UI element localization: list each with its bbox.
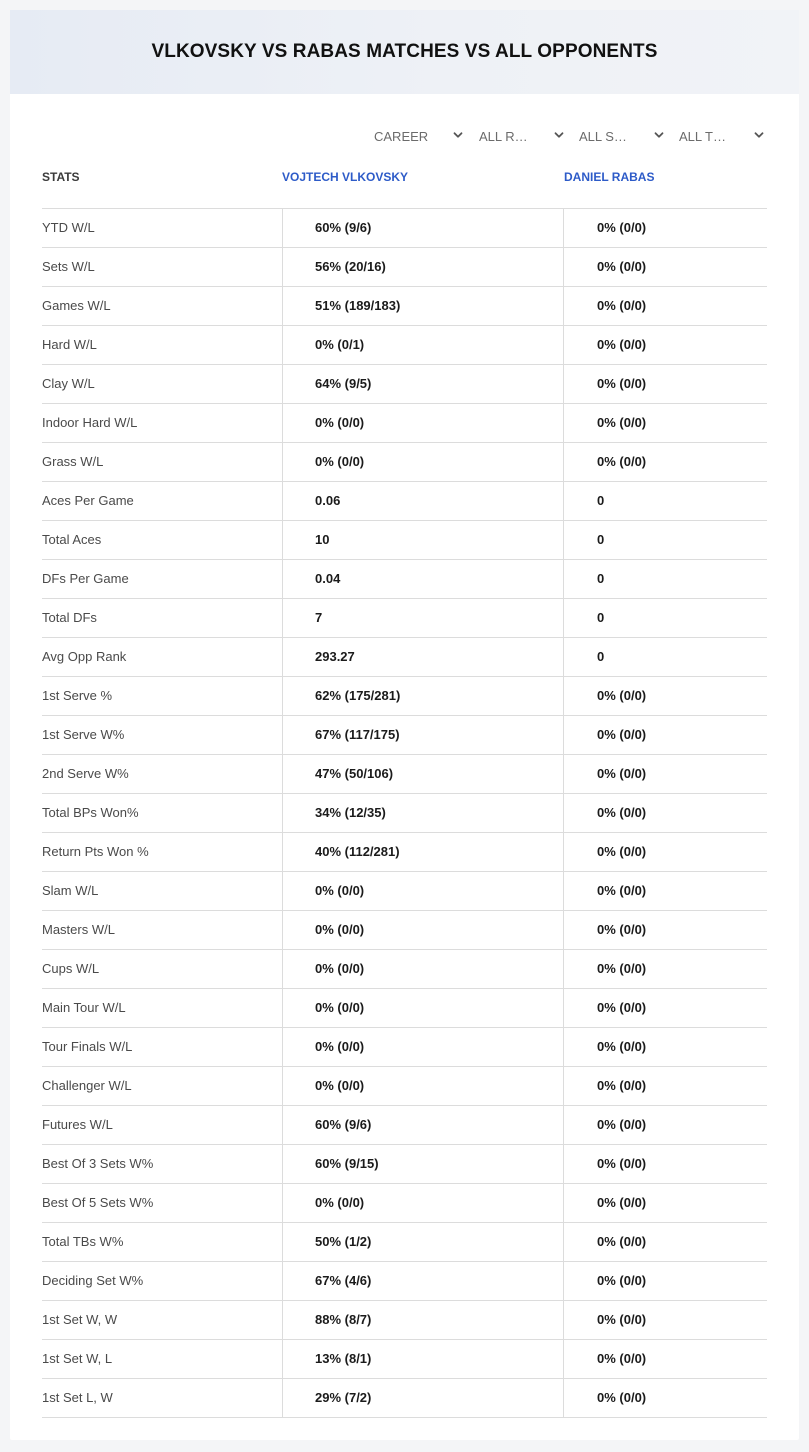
stat-label: 1st Set W, W — [42, 1312, 118, 1327]
stat-label: 1st Set W, L — [42, 1351, 113, 1366]
player2-value: 0% (0/0) — [563, 911, 767, 949]
stat-label: Challenger W/L — [42, 1078, 132, 1093]
player1-value: 0.06 — [282, 482, 563, 520]
stat-label: Total TBs W% — [42, 1234, 124, 1249]
stat-label: Aces Per Game — [42, 493, 134, 508]
table-row — [42, 794, 767, 833]
table-row — [42, 833, 767, 872]
table-row — [42, 1340, 767, 1379]
card-header — [10, 10, 799, 94]
player1-value: 13% (8/1) — [282, 1340, 563, 1378]
player1-value: 0% (0/0) — [282, 989, 563, 1027]
stat-label: Best Of 5 Sets W% — [42, 1195, 154, 1210]
player1-value: 88% (8/7) — [282, 1301, 563, 1339]
table-row — [42, 755, 767, 794]
stat-label: Indoor Hard W/L — [42, 415, 138, 430]
player2-value: 0% (0/0) — [563, 404, 767, 442]
player1-value: 0% (0/0) — [282, 404, 563, 442]
stat-label: Clay W/L — [42, 376, 95, 391]
player2-value: 0% (0/0) — [563, 326, 767, 364]
player1-value: 62% (175/281) — [282, 677, 563, 715]
stat-label: Total DFs — [42, 610, 97, 625]
stat-label: Total Aces — [42, 532, 102, 547]
player2-value: 0 — [563, 560, 767, 598]
player2-link[interactable]: DANIEL RABAS — [564, 170, 655, 184]
filter-round-select[interactable] — [479, 126, 565, 146]
table-row — [42, 521, 767, 560]
table-row — [42, 599, 767, 638]
player2-value: 0% (0/0) — [563, 677, 767, 715]
table-row — [42, 443, 767, 482]
player2-value: 0% (0/0) — [563, 1301, 767, 1339]
stat-label: Total BPs Won% — [42, 805, 139, 820]
chevron-down-icon — [653, 129, 665, 141]
filter-label: ALL S… — [579, 128, 627, 144]
player1-value: 47% (50/106) — [282, 755, 563, 793]
stat-label: Tour Finals W/L — [42, 1039, 133, 1054]
filter-bar — [10, 126, 799, 146]
chevron-down-icon — [553, 129, 565, 141]
player1-value: 0% (0/0) — [282, 872, 563, 910]
stat-label: 1st Serve W% — [42, 727, 125, 742]
player1-value: 10 — [282, 521, 563, 559]
player1-value: 0% (0/1) — [282, 326, 563, 364]
player2-value: 0% (0/0) — [563, 989, 767, 1027]
stat-label: Return Pts Won % — [42, 844, 149, 859]
player1-value: 0.04 — [282, 560, 563, 598]
table-row — [42, 1262, 767, 1301]
filter-tournament-select[interactable] — [679, 126, 765, 146]
player1-value: 0% (0/0) — [282, 1184, 563, 1222]
stat-label: Best Of 3 Sets W% — [42, 1156, 154, 1171]
player1-value: 0% (0/0) — [282, 950, 563, 988]
table-row — [42, 1223, 767, 1262]
player2-value: 0% (0/0) — [563, 833, 767, 871]
table-row — [42, 404, 767, 443]
stat-label: Masters W/L — [42, 922, 115, 937]
player1-value: 0% (0/0) — [282, 443, 563, 481]
table-row — [42, 1184, 767, 1223]
filter-period-select[interactable] — [374, 126, 464, 146]
player1-value: 67% (4/6) — [282, 1262, 563, 1300]
chevron-down-icon — [452, 129, 464, 141]
player1-value: 60% (9/6) — [282, 1106, 563, 1144]
stat-label: Cups W/L — [42, 961, 100, 976]
filter-label: CAREER — [374, 128, 429, 144]
table-row — [42, 716, 767, 755]
player2-value: 0% (0/0) — [563, 365, 767, 403]
player2-value: 0 — [563, 482, 767, 520]
stat-label: 1st Set L, W — [42, 1390, 113, 1405]
table-row — [42, 677, 767, 716]
table-row — [42, 287, 767, 326]
player2-value: 0% (0/0) — [563, 209, 767, 247]
table-row — [42, 1028, 767, 1067]
player2-value: 0% (0/0) — [563, 1223, 767, 1261]
table-row — [42, 326, 767, 365]
player2-value: 0% (0/0) — [563, 1028, 767, 1066]
stat-label: Slam W/L — [42, 883, 99, 898]
player1-value: 50% (1/2) — [282, 1223, 563, 1261]
player1-value: 7 — [282, 599, 563, 637]
player1-value: 293.27 — [282, 638, 563, 676]
player2-value: 0 — [563, 521, 767, 559]
player1-value: 56% (20/16) — [282, 248, 563, 286]
table-row — [42, 950, 767, 989]
player2-value: 0% (0/0) — [563, 872, 767, 910]
player1-value: 60% (9/6) — [282, 209, 563, 247]
player2-value: 0% (0/0) — [563, 1184, 767, 1222]
stat-label: Hard W/L — [42, 337, 97, 352]
stat-label: Avg Opp Rank — [42, 649, 127, 664]
player1-value: 29% (7/2) — [282, 1379, 563, 1417]
player2-value: 0% (0/0) — [563, 443, 767, 481]
player1-value: 0% (0/0) — [282, 911, 563, 949]
table-row — [42, 560, 767, 599]
player2-value: 0 — [563, 638, 767, 676]
table-row — [42, 1301, 767, 1340]
page-title: VLKOVSKY VS RABAS MATCHES VS ALL OPPONENTS — [151, 41, 658, 62]
player1-value: 0% (0/0) — [282, 1028, 563, 1066]
filter-label: ALL T… — [679, 128, 726, 144]
stat-label: YTD W/L — [42, 220, 95, 235]
stat-label: Games W/L — [42, 298, 111, 313]
table-row — [42, 365, 767, 404]
stat-label: Sets W/L — [42, 259, 95, 274]
player1-value: 40% (112/281) — [282, 833, 563, 871]
player1-link[interactable]: VOJTECH VLKOVSKY — [282, 170, 409, 184]
player2-value: 0% (0/0) — [563, 1379, 767, 1417]
table-row — [42, 911, 767, 950]
player2-value: 0% (0/0) — [563, 1067, 767, 1105]
table-row — [42, 1145, 767, 1184]
filter-label: ALL R… — [479, 128, 528, 144]
player2-value: 0% (0/0) — [563, 287, 767, 325]
player2-value: 0% (0/0) — [563, 755, 767, 793]
table-row — [42, 209, 767, 248]
table-row — [42, 1106, 767, 1145]
player1-value: 0% (0/0) — [282, 1067, 563, 1105]
table-row — [42, 1067, 767, 1106]
stat-label: DFs Per Game — [42, 571, 129, 586]
player1-value: 34% (12/35) — [282, 794, 563, 832]
table-header — [42, 170, 767, 208]
chevron-down-icon — [753, 129, 765, 141]
table-row — [42, 482, 767, 521]
player2-value: 0% (0/0) — [563, 1145, 767, 1183]
player2-value: 0% (0/0) — [563, 716, 767, 754]
player2-value: 0% (0/0) — [563, 794, 767, 832]
stats-card — [10, 10, 799, 1440]
player2-value: 0% (0/0) — [563, 950, 767, 988]
table-row — [42, 872, 767, 911]
stat-label: Main Tour W/L — [42, 1000, 126, 1015]
player2-value: 0% (0/0) — [563, 1262, 767, 1300]
player2-value: 0% (0/0) — [563, 248, 767, 286]
stat-label: 1st Serve % — [42, 688, 113, 703]
stat-label: Futures W/L — [42, 1117, 113, 1132]
stat-label: Deciding Set W% — [42, 1273, 144, 1288]
stat-label: 2nd Serve W% — [42, 766, 129, 781]
table-row — [42, 638, 767, 677]
player2-value: 0% (0/0) — [563, 1106, 767, 1144]
stat-label: Grass W/L — [42, 454, 104, 469]
player1-value: 64% (9/5) — [282, 365, 563, 403]
player2-value: 0% (0/0) — [563, 1340, 767, 1378]
player1-value: 60% (9/15) — [282, 1145, 563, 1183]
stats-column-header: STATS — [42, 170, 80, 184]
table-row — [42, 989, 767, 1028]
player2-value: 0 — [563, 599, 767, 637]
player1-value: 51% (189/183) — [282, 287, 563, 325]
table-row — [42, 1379, 767, 1418]
table-row — [42, 248, 767, 287]
player1-value: 67% (117/175) — [282, 716, 563, 754]
filter-surface-select[interactable] — [579, 126, 665, 146]
stats-table — [42, 208, 767, 1418]
